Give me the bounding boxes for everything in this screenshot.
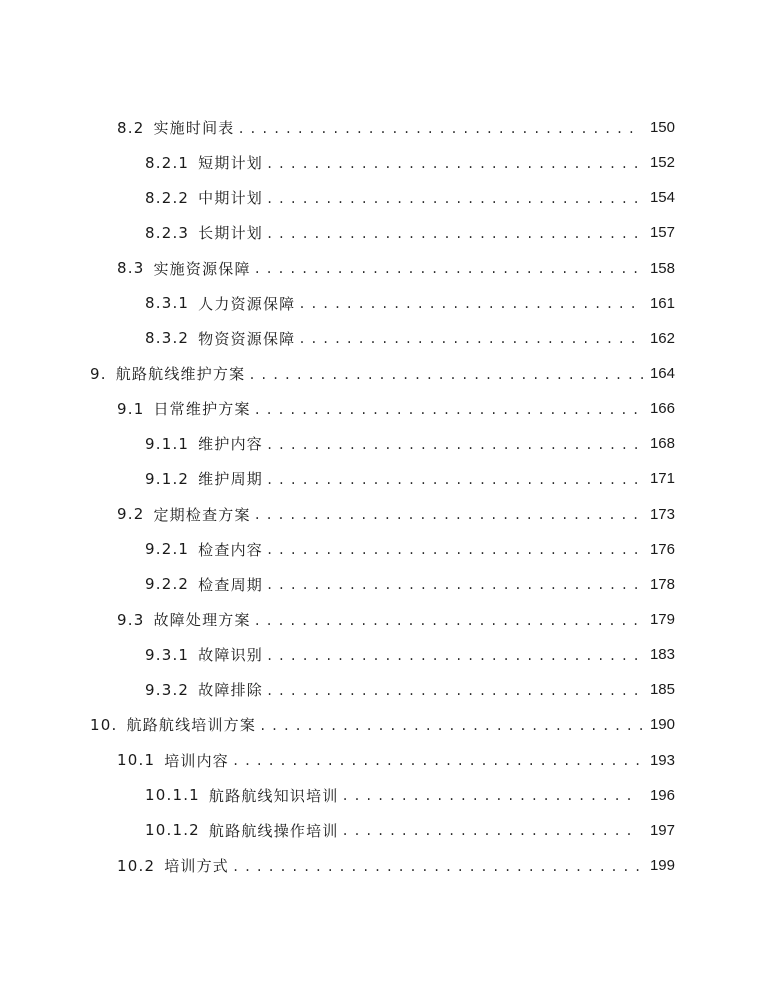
toc-dot-leader xyxy=(237,123,639,135)
toc-dot-leader xyxy=(342,790,639,802)
toc-dot-leader xyxy=(232,861,639,873)
toc-entry-page-number: 185 xyxy=(649,681,675,699)
toc-entry-title: 检查内容 xyxy=(198,540,263,559)
toc-entry[interactable] xyxy=(0,145,765,180)
toc-entry[interactable] xyxy=(0,426,765,461)
toc-entry-title: 维护周期 xyxy=(198,470,263,489)
toc-entry-title: 维护内容 xyxy=(198,435,263,454)
toc-dot-leader xyxy=(298,298,639,310)
toc-entry-page-number: 164 xyxy=(649,365,675,383)
toc-entry-title: 检查周期 xyxy=(198,575,263,594)
toc-entry-title: 航路航线维护方案 xyxy=(115,365,246,384)
toc-entry-number: 9.1.1 xyxy=(145,434,190,453)
toc-entry-number: 8.2.2 xyxy=(145,188,190,207)
toc-entry-number: 10.1.1 xyxy=(145,786,200,805)
toc-entry-title: 航路航线培训方案 xyxy=(126,716,257,735)
toc-entry[interactable] xyxy=(0,672,765,707)
toc-entry-page-number: 197 xyxy=(649,821,675,839)
toc-entry[interactable] xyxy=(0,180,765,215)
toc-dot-leader xyxy=(298,333,639,345)
toc-entry-page-number: 196 xyxy=(649,786,675,804)
toc-entry-page-number: 193 xyxy=(649,751,675,769)
toc-entry-number: 9. xyxy=(90,364,107,383)
toc-entry-title: 人力资源保障 xyxy=(198,294,296,313)
toc-entry-number: 8.3.1 xyxy=(145,294,190,313)
toc-entry[interactable] xyxy=(0,497,765,532)
toc-entry[interactable] xyxy=(0,567,765,602)
table-of-contents xyxy=(0,110,765,883)
toc-dot-leader xyxy=(254,404,639,416)
toc-dot-leader xyxy=(266,579,639,591)
toc-entry-title: 故障识别 xyxy=(198,646,263,665)
toc-dot-leader xyxy=(254,509,639,521)
toc-entry-number: 9.1 xyxy=(117,399,145,418)
toc-entry[interactable] xyxy=(0,637,765,672)
toc-entry-page-number: 176 xyxy=(649,540,675,558)
toc-entry[interactable] xyxy=(0,110,765,145)
toc-entry-number: 9.2.2 xyxy=(145,575,190,594)
toc-dot-leader xyxy=(259,720,648,732)
toc-entry-title: 物资资源保障 xyxy=(198,329,296,348)
toc-entry-page-number: 173 xyxy=(649,505,675,523)
toc-entry-page-number: 152 xyxy=(649,154,675,172)
toc-entry[interactable] xyxy=(0,356,765,391)
toc-entry-number: 9.3.1 xyxy=(145,645,190,664)
toc-dot-leader xyxy=(266,158,639,170)
toc-dot-leader xyxy=(248,369,648,381)
toc-dot-leader xyxy=(266,193,639,205)
toc-entry-title: 长期计划 xyxy=(198,224,263,243)
toc-entry[interactable] xyxy=(0,215,765,250)
toc-entry-number: 8.2 xyxy=(117,118,145,137)
toc-entry-title: 航路航线知识培训 xyxy=(208,786,339,805)
toc-entry-number: 10.2 xyxy=(117,856,156,875)
toc-dot-leader xyxy=(266,685,639,697)
toc-entry[interactable] xyxy=(0,743,765,778)
toc-entry-page-number: 178 xyxy=(649,575,675,593)
toc-entry-page-number: 161 xyxy=(649,294,675,312)
toc-entry-title: 培训内容 xyxy=(164,751,230,770)
toc-entry-title: 短期计划 xyxy=(198,154,263,173)
toc-entry-title: 定期检查方案 xyxy=(153,505,251,524)
toc-entry-number: 8.3 xyxy=(117,259,145,278)
toc-entry-page-number: 166 xyxy=(649,400,675,418)
toc-entry-title: 中期计划 xyxy=(198,189,263,208)
toc-entry[interactable] xyxy=(0,286,765,321)
toc-entry-number: 10.1.2 xyxy=(145,821,200,840)
toc-entry-title: 实施时间表 xyxy=(153,119,235,138)
toc-entry-number: 10.1 xyxy=(117,751,156,770)
toc-entry-page-number: 150 xyxy=(649,119,675,137)
toc-dot-leader xyxy=(266,439,639,451)
toc-entry-page-number: 179 xyxy=(649,611,675,629)
toc-dot-leader xyxy=(266,474,639,486)
toc-entry-page-number: 168 xyxy=(649,435,675,453)
toc-entry-title: 实施资源保障 xyxy=(153,259,251,278)
toc-entry[interactable] xyxy=(0,848,765,883)
toc-entry-title: 故障排除 xyxy=(198,681,263,700)
toc-entry-number: 9.3 xyxy=(117,610,145,629)
toc-entry-page-number: 183 xyxy=(649,646,675,664)
toc-entry-page-number: 162 xyxy=(649,329,675,347)
toc-entry-title: 日常维护方案 xyxy=(153,400,251,419)
toc-entry[interactable] xyxy=(0,707,765,742)
toc-entry[interactable] xyxy=(0,251,765,286)
toc-entry-title: 航路航线操作培训 xyxy=(208,821,339,840)
toc-entry-title: 故障处理方案 xyxy=(153,611,251,630)
toc-entry[interactable] xyxy=(0,602,765,637)
toc-entry-title: 培训方式 xyxy=(164,857,230,876)
toc-dot-leader xyxy=(232,755,639,767)
toc-entry[interactable] xyxy=(0,321,765,356)
toc-entry-number: 9.3.2 xyxy=(145,680,190,699)
toc-entry-page-number: 157 xyxy=(649,224,675,242)
toc-entry-page-number: 154 xyxy=(649,189,675,207)
toc-entry-page-number: 190 xyxy=(649,716,675,734)
toc-dot-leader xyxy=(266,228,639,240)
toc-entry[interactable] xyxy=(0,532,765,567)
toc-entry-number: 9.2 xyxy=(117,505,145,524)
toc-dot-leader xyxy=(266,544,639,556)
toc-entry-number: 8.2.3 xyxy=(145,223,190,242)
toc-entry[interactable] xyxy=(0,778,765,813)
toc-entry-page-number: 158 xyxy=(649,259,675,277)
toc-entry-number: 8.3.2 xyxy=(145,329,190,348)
toc-dot-leader xyxy=(254,615,639,627)
toc-dot-leader xyxy=(266,650,639,662)
toc-entry-number: 10. xyxy=(90,715,118,734)
toc-entry-number: 9.2.1 xyxy=(145,540,190,559)
toc-entry[interactable] xyxy=(0,461,765,496)
toc-entry-number: 8.2.1 xyxy=(145,153,190,172)
toc-dot-leader xyxy=(254,263,639,275)
toc-entry[interactable] xyxy=(0,391,765,426)
toc-entry[interactable] xyxy=(0,813,765,848)
toc-dot-leader xyxy=(342,825,639,837)
toc-entry-page-number: 171 xyxy=(649,470,675,488)
toc-entry-number: 9.1.2 xyxy=(145,469,190,488)
toc-entry-page-number: 199 xyxy=(649,857,675,875)
